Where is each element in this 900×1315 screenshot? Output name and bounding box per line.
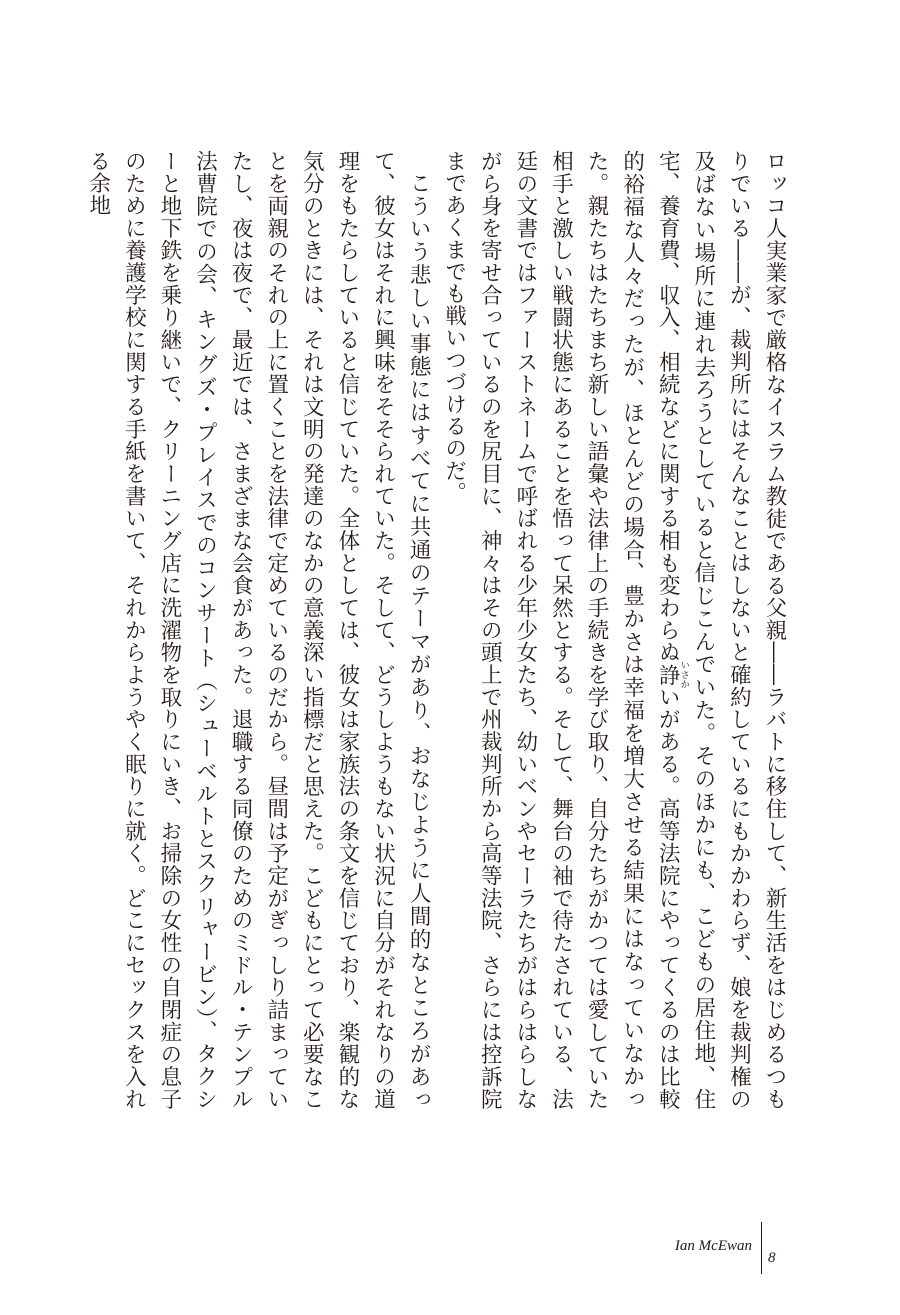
footer-author: Ian McEwan <box>674 1238 752 1254</box>
paragraph-2: こういう悲しい事態にはすべてに共通のテーマがあり、おなじように人間的なところがあって、彼女はそれに興味をそそられていた。そして、どうしようもない状況に自分がそれなりの道理をもたらしていると信じていた。全体としては、彼女は家族法の条文を信じており、楽観的な気分のときには、それは文明の発達のなかの意義深い指標だと思えた。こどもにとって必要なことを両親のそれの上に置くことを法律で定めているのだから。昼間は予定がぎっしり詰まっていたし、夜は夜で、最近では、さまざまな会食があった。退職する同僚のためのミドル・テンプル法曹院での会、キングズ・プレイスでのコンサート（シューベルトとスクリャービン）、タクシーと地下鉄を乗り継いで、クリーニング店に洗濯物を取りにいき、お掃除の女性の自閉症の息子のために養護学校に関する手紙を書いて、それからようやく眠りに就く。どこにセックスを入れる余地 <box>85 150 432 1110</box>
vertical-body-text <box>85 150 792 1110</box>
paragraph-1: ロッコ人実業家で厳格なイスラム教徒である父親――ラバトに移住して、新生活をはじめるつもりでいる――が、裁判所にはそんなことはしないと確約しているにもかかわらず、娘を裁判権の及ばない場所に連れ去ろうとしていると信じこんでいた。そのほかにも、こどもの居住地、住宅、養育費、収入、相続などに関する相も変わらぬ諍いさかいがある。高等法院にやってくるのは比較的裕福な人々だったが、ほとんどの場合、豊かさは幸福を増大させる結果にはなっていなかった。親たちはたちまち新しい語彙や法律上の手続きを学び取り、自分たちがかつては愛していた相手と激しい戦闘状態にあることを悟って呆然とする。そして、舞台の袖で待たされている、法廷の文書ではファーストネームで呼ばれる少年少女たち、幼いベンやセーラたちがはらはらしながら身を寄せ合っているのを尻目に、神々はその頭上で州裁判所から高等法院、さらには控訴院まであくまでも戦いつづけるのだ。 <box>441 150 787 1110</box>
ruby-reading: いさか <box>678 660 689 690</box>
ruby-annotation: 諍いさか <box>655 660 689 690</box>
page-number: 8 <box>768 1250 776 1266</box>
footer-divider <box>761 1222 762 1274</box>
